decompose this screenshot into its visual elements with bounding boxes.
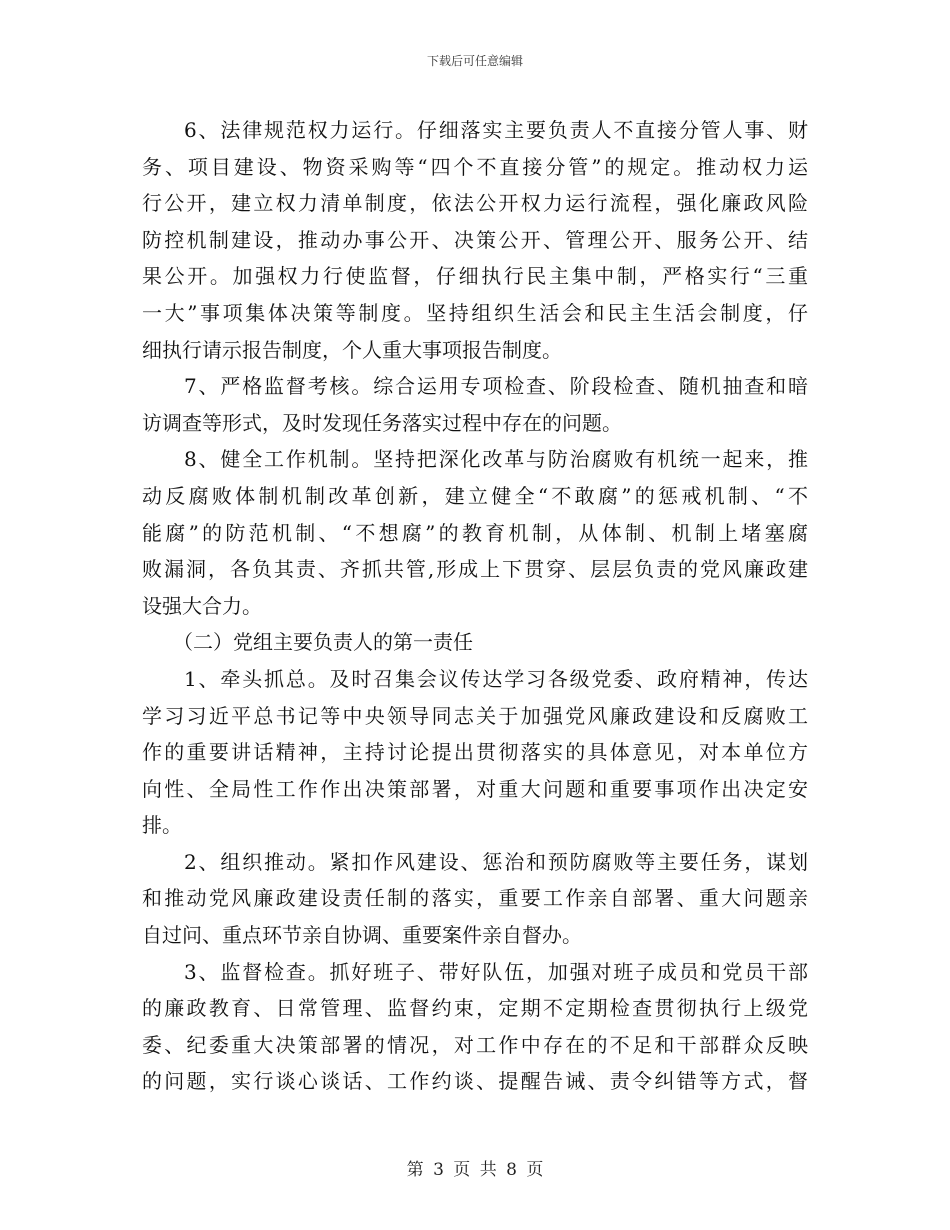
text-line: 7、严格监督考核。综合运用专项检查、阶段检查、随机抽查和暗 [184,374,808,399]
text-line: 细执行请示报告制度，个人重大事项报告制度。 [142,337,562,362]
document-body [142,112,808,1100]
page-header: 下载后可任意编辑 [426,54,523,68]
text-line: 败漏洞，各负其责、齐抓共管,形成上下贯穿、层层负责的党风廉政建 [142,557,808,582]
text-line: 向性、全局性工作作出决策部署，对重大问题和重要事项作出决定安 [142,776,808,801]
text-line: 能腐”的防范机制、“不想腐”的教育机制，从体制、机制上堵塞腐 [142,520,808,545]
text-line: 的廉政教育、日常管理、监督约束，定期不定期检查贯彻执行上级党 [142,996,808,1021]
text-line: 自过问、重点环节亲自协调、重要案件亲自督办。 [142,923,582,948]
text-line: 动反腐败体制机制改革创新，建立健全“不敢腐”的惩戒机制、“不 [142,483,808,508]
text-line: 的问题，实行谈心谈话、工作约谈、提醒告诫、责令纠错等方式，督 [142,1069,808,1094]
text-line: 6、法律规范权力运行。仔细落实主要负责人不直接分管人事、财 [184,118,808,142]
text-line: 委、纪委重大决策部署的情况，对工作中存在的不足和干部群众反映 [142,1032,808,1057]
text-line: 行公开，建立权力清单制度，依法公开权力运行流程，强化廉政风险 [142,191,808,216]
section-heading: （二）党组主要负责人的第一责任 [173,630,473,655]
text-line: 务、项目建设、物资采购等“四个不直接分管”的规定。推动权力运 [142,154,808,179]
text-line: 学习习近平总书记等中央领导同志关于加强党风廉政建设和反腐败工 [142,703,808,728]
text-line: 排。 [142,813,182,838]
text-line: 1、牵头抓总。及时召集会议传达学习各级党委、政府精神，传达 [184,666,808,691]
text-line: 访调查等形式，及时发现任务落实过程中存在的问题。 [142,410,622,435]
text-line: 2、组织推动。紧扣作风建设、惩治和预防腐败等主要任务，谋划 [184,849,808,874]
text-line: 3、监督检查。抓好班子、带好队伍，加强对班子成员和党员干部 [184,959,808,984]
text-line: 果公开。加强权力行使监督，仔细执行民主集中制，严格实行“三重 [142,264,808,289]
page-footer: 第 3 页 共 8 页 [406,1160,544,1180]
text-line: 设强大合力。 [142,593,262,618]
text-line: 8、健全工作机制。坚持把深化改革与防治腐败有机统一起来，推 [184,447,808,472]
text-line: 一大”事项集体决策等制度。坚持组织生活会和民主生活会制度，仔 [142,300,808,325]
text-line: 作的重要讲话精神，主持讨论提出贯彻落实的具体意见，对本单位方 [142,740,808,765]
text-line: 和推动党风廉政建设责任制的落实，重要工作亲自部署、重大问题亲 [142,886,808,911]
text-line: 防控机制建设，推动办事公开、决策公开、管理公开、服务公开、结 [142,227,808,252]
